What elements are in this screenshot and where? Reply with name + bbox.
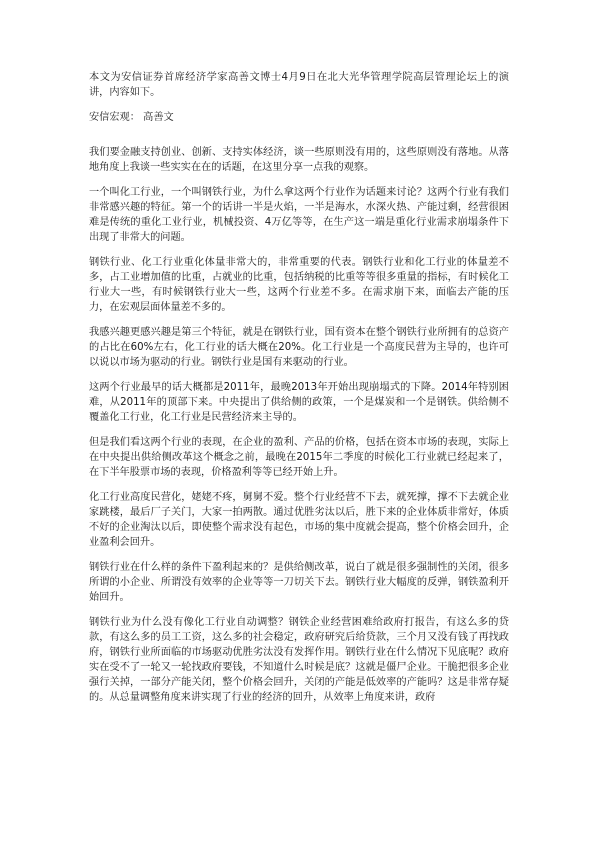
paragraph: 但是我们看这两个行业的表现，在企业的盈利、产品的价格，包括在资本市场的表现，实际上在中央提出供给侧改革这个概念之前，最晚在2015年二季度的时候化工行业就已经起来了，在下半年股票市场的表现，价格盈利等等已经开始上升。	[89, 437, 509, 478]
paragraph: 钢铁行业在什么样的条件下盈利起来的？是供给侧改革，说白了就是很多强制性的关闭，很多所谓的小企业、所谓没有效率的企业等等一刀切关下去。钢铁行业大幅度的反弹，钢铁盈利开始回升。	[89, 562, 509, 603]
article-byline: 安信宏观： 高善文	[89, 112, 174, 123]
paragraph: 一个叫化工行业，一个叫钢铁行业，为什么拿这两个行业作为话题来讨论？这两个行业有我们非常感兴趣的特征。第一个的话讲一半是火焰，一半是海水，水深火热、产能过剩，经营很困难是传统的重化工业行业，机械投资、4万亿等等，在生产这一端是重化行业需求崩塌条件下出现了非常大的问题。	[89, 187, 509, 243]
paragraph: 钢铁行业为什么没有像化工行业自动调整？钢铁企业经营困难给政府打报告，有这么多的贷款，有这么多的员工工资，这么多的社会稳定，政府研究后给贷款，三个月又没有钱了再找政府，钢铁行业所面临的市场驱动优胜劣汰没有发挥作用。钢铁行业在什么情况下见底呢？政府实在受不了一轮又一轮找政府要钱，不知道什么时候是底？这就是僵尸企业。干脆把很多企业强行关掉，一部分产能关闭，整个价格会回升，关闭的产能是低效率的产能吗？这是非常存疑的。从总量调整角度来讲实现了行业的经济的回升，从效率上角度来讲，政府	[89, 617, 509, 703]
paragraph: 这两个行业最早的话大概都是2011年，最晚2013年开始出现崩塌式的下降。2014年特别困难，从2011年的顶部下来。中央提出了供给侧的政策，一个是煤炭和一个是钢铁。供给侧不覆盖化工行业，化工行业是民营经济来主导的。	[89, 382, 509, 423]
paragraph: 化工行业高度民营化，姥姥不疼，舅舅不爱。整个行业经营不下去，就死撑，撑不下去就企业家跳楼，最后厂子关门，大家一拍两散。通过优胜劣汰以后，胜下来的企业体质非常好，体质不好的企业淘汰以后，即使整个需求没有起色，市场的集中度就会提高，整个价格会回升，企业盈利会回升。	[89, 492, 509, 548]
article-intro: 本文为安信证券首席经济学家高善文博士4月9日在北大光华管理学院高层管理论坛上的演讲，内容如下。	[89, 72, 509, 98]
paragraph: 我感兴趣更感兴趣是第三个特征，就是在钢铁行业，国有资本在整个钢铁行业所拥有的总资产的占比在60%左右，化工行业的话大概在20%。化工行业是一个高度民营为主导的，也许可以说以市场为驱动的行业。钢铁行业是国有来驱动的行业。	[89, 327, 509, 368]
paragraph: 我们要金融支持创业、创新、支持实体经济，谈一些原则没有用的，这些原则没有落地。从落地角度上我谈一些实实在在的话题，在这里分享一点我的观察。	[89, 147, 509, 173]
paragraph: 钢铁行业、化工行业重化体量非常大的，非常重要的代表。钢铁行业和化工行业的体量差不多，占工业增加值的比重，占就业的比重，包括纳税的比重等等很多重量的指标，有时候化工行业大一些，有时候钢铁行业大一些，这两个行业差不多。在需求崩下来，面临去产能的压力，在宏观层面体量差不多的。	[89, 257, 509, 313]
article-body	[89, 70, 509, 715]
